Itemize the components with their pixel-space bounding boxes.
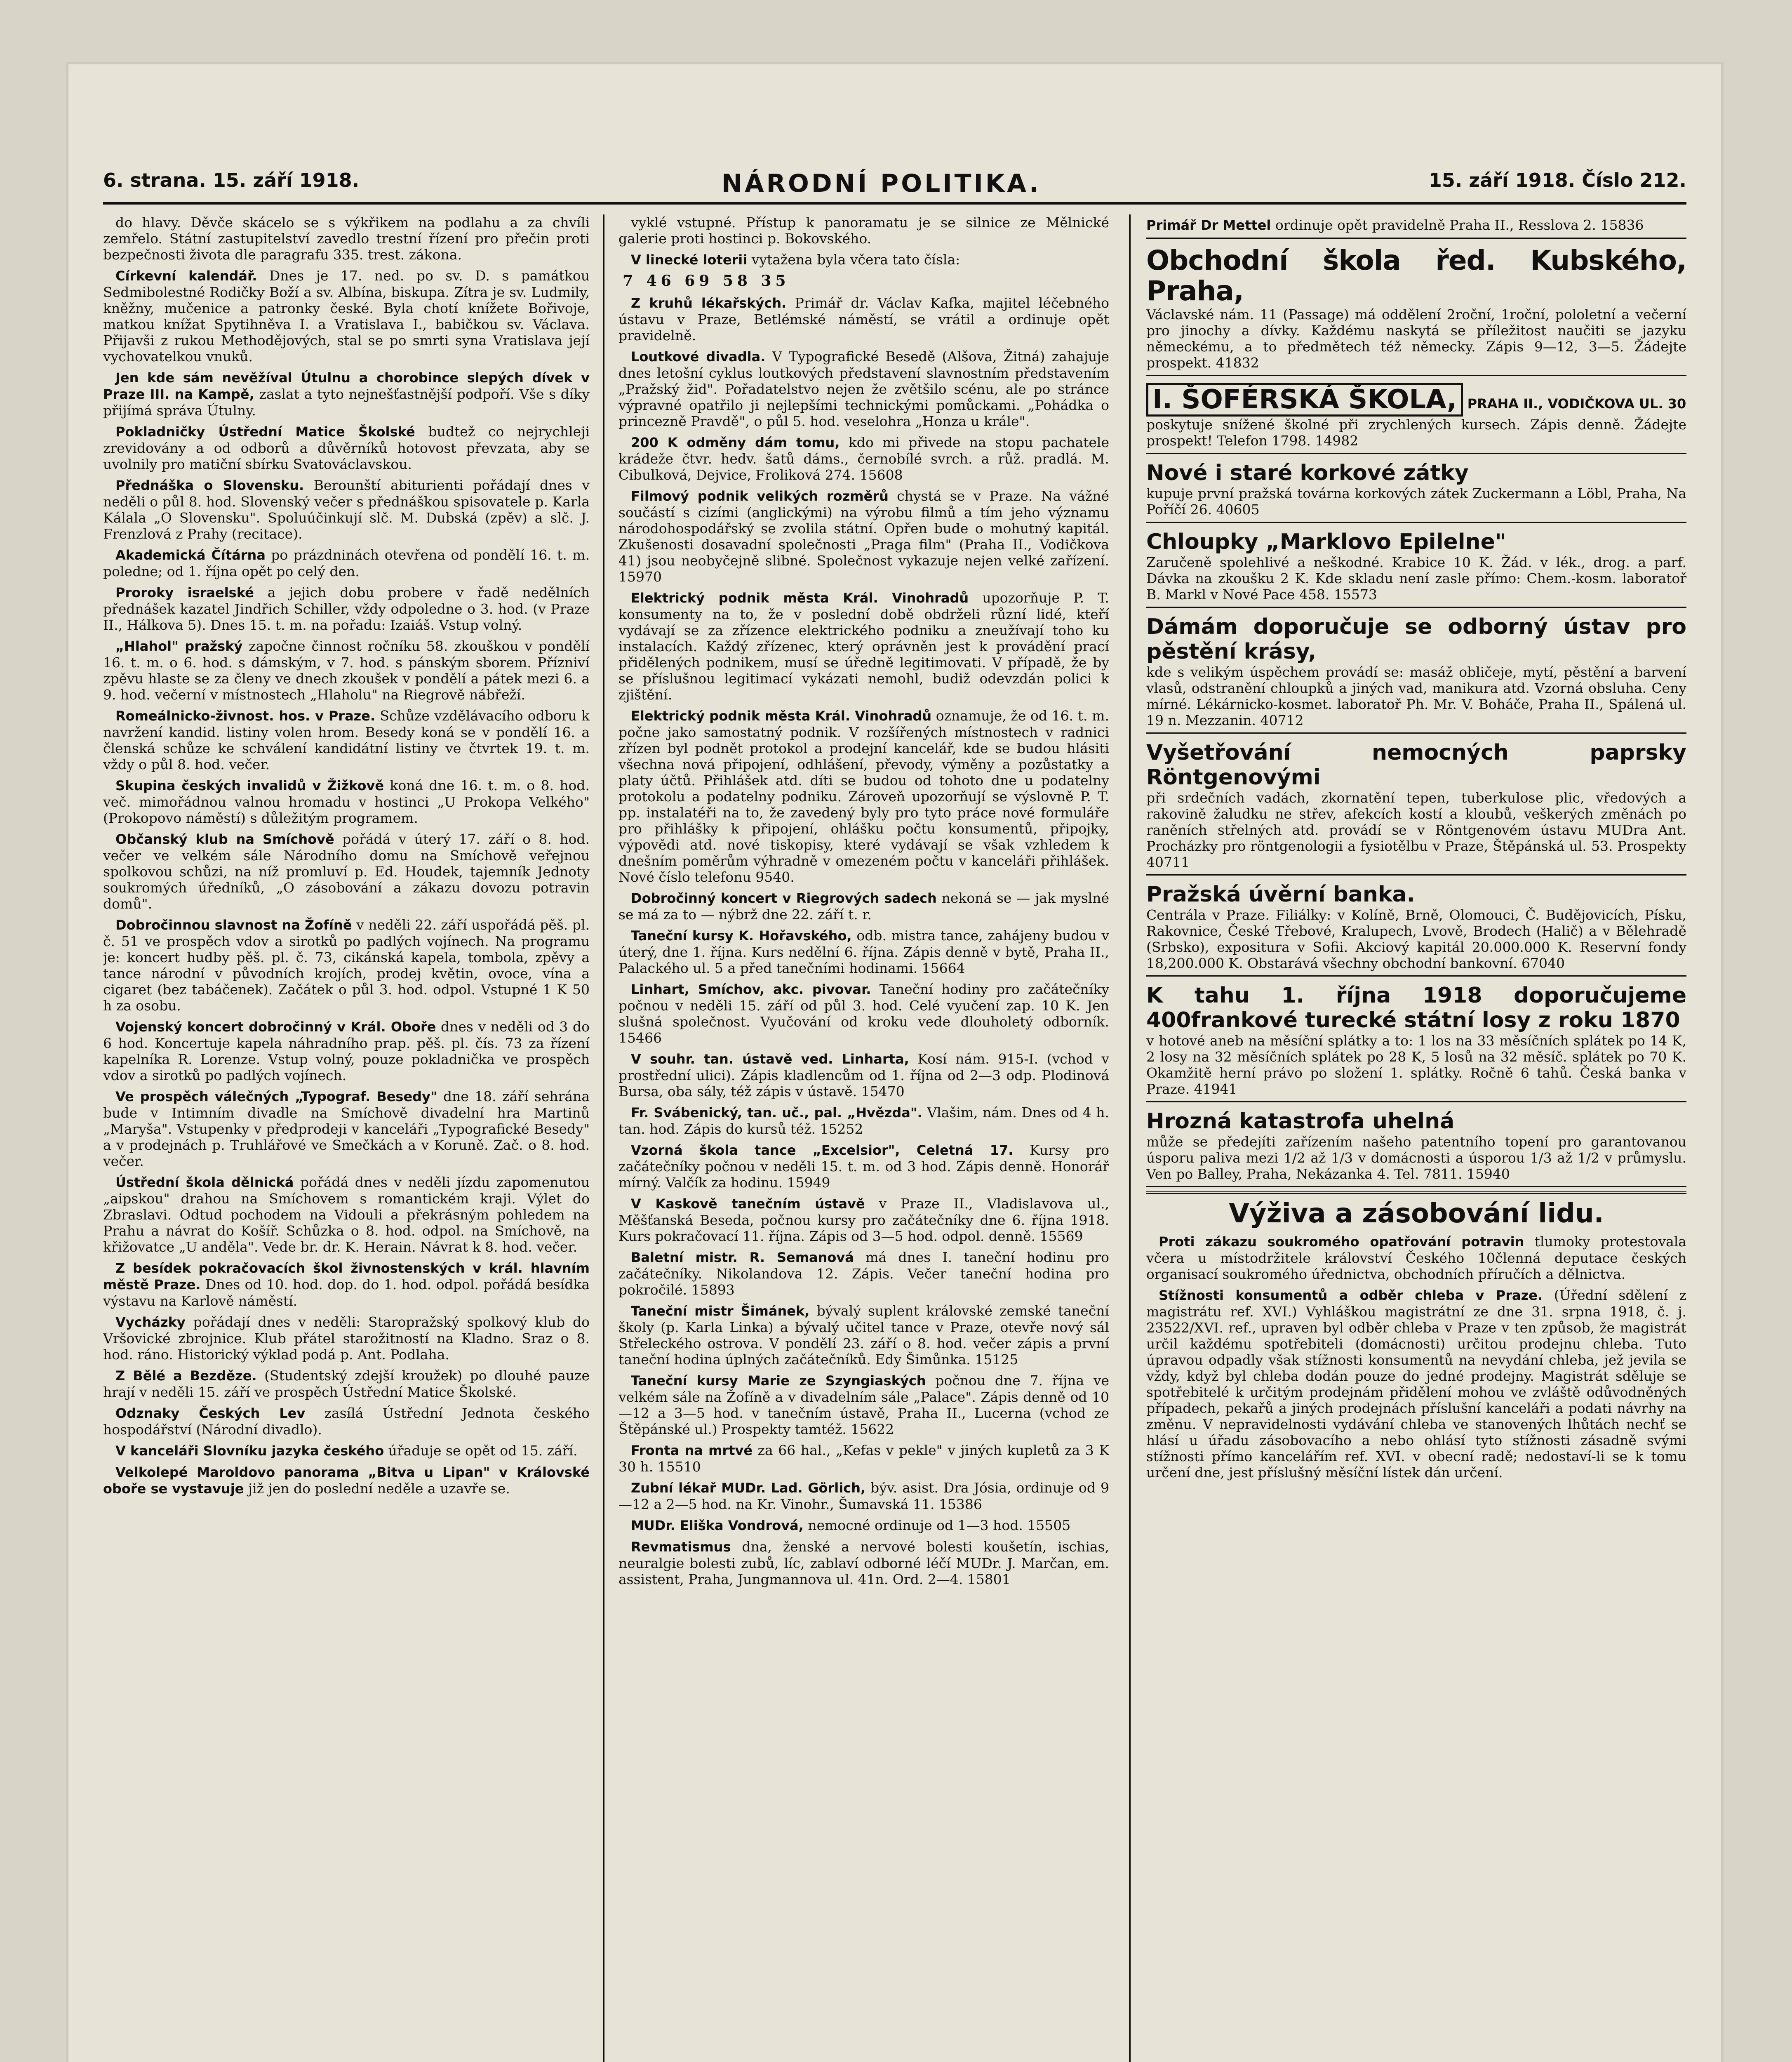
ad-korkove-zatky (1146, 458, 1686, 523)
article-kw: Odznaky Českých Lev (115, 1405, 306, 1421)
article-item (618, 981, 1109, 1046)
article-text: úřaduje se opět od 15. září. (388, 1443, 578, 1459)
article-kw: Proti zákazu soukromého opatřování potravin (1159, 1234, 1524, 1250)
ad-uverni-banka (1146, 880, 1686, 977)
article-item (618, 488, 1109, 585)
article-kw: Občanský klub na Smíchově (115, 831, 334, 847)
article-text: v Praze II., Vladislavova ul., Měšťanská Beseda, počnou kursy pro začátečníky dne 6. října 1918. Kurs pokračovací 11. října. Zápis od 3—5 hod. odpol. denně. 15569 (618, 1196, 1109, 1244)
article-text: býv. asist. Dra Jósia, ordinuje od 9—12 a 2—5 hod. na Kr. Vinohr., Šumavská 11. 15386 (618, 1480, 1109, 1512)
article-kw: MUDr. Eliška Vondrová, (631, 1518, 804, 1533)
column-middle (618, 214, 1109, 2062)
article-kw: V kanceláři Slovníku jazyka českého (115, 1443, 384, 1459)
article-item (103, 584, 590, 633)
header-date-left: 6. strana. 15. září 1918. (103, 169, 360, 191)
article-text: (Úřední sdělení z magistrátu ref. XVI.) Vyhláškou magistrátní ze dne 31. srpna 1918, č. j. 23522/XVI. ref., upraven byl odběr chleba v Praze v ten způsob, že magistrát určil každému spotřebiteli (domácnosti) určitou prodejnu chleba. Tuto úpravou odpadly však stížnosti konsumentů na nevydání chleba, jež jevila se vždy, když byl chleba dodán pouze do jedné prodejny. Magistrát sděluje se spotřebitelé k určitým prodejnám přidělení mohou ve zvláště odůvodněných případech, pekařů a jiných prodejnách příslušní kanceláři a podati návrhy na změnu. V nepravidelnosti vydávání chleba ve stanovených lhůtách nechť se hlásí u úřadu zásobovacího a nebo ohlásí tyto stížnosti zásadně svými stížnosti přímo kancelářím ref. XVI. v obecní radě; nedostaví-li se k tomu určení dne, jest příslušný měsíční lístek dán určení. (1146, 1287, 1686, 1481)
article-item (618, 1480, 1109, 1512)
ad-rontgen (1146, 738, 1686, 876)
article-item (103, 370, 590, 419)
article-kw: Pokladničky Ústřední Matice Školské (115, 424, 415, 440)
ad-text: ordinuje opět pravidelně Praha II., Resslova 2. 15836 (1275, 217, 1644, 233)
article-item (103, 1019, 590, 1083)
article-item (103, 917, 590, 1014)
article-item (618, 708, 1109, 885)
article-text: kdo mi přivede na stopu pachatele krádeže čtvr. hedv. šatů dáms., černobílé svrch. a růž. pradlá. M. Cibulková, Dejvice, Froliková 274. 15608 (618, 434, 1109, 483)
column-left (103, 214, 590, 2062)
article-text: Kosí nám. 915-I. (vchod v prostřední ulici). Zápis kladlencům od 1. října od 2—3 odp. Plodinová Bursa, oba sály, též zápis v ústavě. 15470 (618, 1051, 1109, 1099)
article-item (103, 1464, 590, 1497)
article-kw: Dobročinný koncert v Riegrových sadech (631, 890, 937, 906)
article-kw: Zubní lékař MUDr. Lad. Görlich, (631, 1480, 866, 1496)
article-text: koná dne 16. t. m. o 8. hod. več. mimořádnou valnou hromadu v hostinci „U Prokopa Velkého" (Prokopovo náměstí) s důležitým programem. (103, 777, 590, 826)
article-kw: Baletní mistr. R. Semanová (631, 1250, 854, 1265)
article-kw: Skupina českých invalidů v Žižkově (115, 778, 384, 793)
article-text: Vlašim, nám. Dnes od 4 h. tan. hod. Zápis do kursů též. 15252 (618, 1104, 1109, 1137)
article-text: bývalý suplent královské zemské taneční školy (p. Karla Linka) a bývalý učitel tance v Praze, otevře nový sál Střeleckého ostrova. V pondělí 23. září o 8. hod. večer zápis a první taneční hodina úplných začátečníků. Edy Šimůnka. 15125 (618, 1303, 1109, 1368)
article-item (618, 1442, 1109, 1475)
ad-subtitle: PRAHA II., VODIČKOVA UL. 30 (1467, 396, 1686, 412)
column-right (1146, 214, 1686, 2062)
ad-katastrofa-uhelna (1146, 1106, 1686, 1187)
ad-soferska-skola (1146, 380, 1686, 454)
article-text: nekoná se — jak myslné se má za to — nýbrž dne 22. září t. r. (618, 890, 1109, 923)
article-kw: Romeálnicko-živnost. hos. v Praze. (115, 708, 376, 724)
article-kw: Z Bělé a Bezděze. (115, 1368, 257, 1384)
article-text: Dnes je 17. ned. po sv. D. s památkou Sedmibolestné Rodičky Boží a sv. Albína, biskupa. Zítra je sv. Ludmily, kněžny, mučenice a patronky české. Byla chotí knížete Bořivoje, matkou knížat Spytihněva I. a Vratislava I., babičkou sv. Václava. Přijavši z rukou Methodějových, stal se po smrti syna Vratislava její vychovatelkou vnuků. (103, 268, 590, 365)
article-text: nemocné ordinuje od 1—3 hod. 15505 (808, 1517, 1071, 1533)
column-divider-2 (1129, 214, 1131, 2062)
article-item (103, 1314, 590, 1363)
article-item (618, 1539, 1109, 1587)
ad-title: Dámám doporučuje se odborný ústav pro pěstění krásy, (1146, 614, 1686, 664)
article-kw: V souhr. tan. ústavě ved. Linharta, (631, 1051, 909, 1067)
header-date-right: 15. září 1918. Číslo 212. (1428, 169, 1686, 191)
article-kw: Taneční mistr Šimánek, (631, 1303, 810, 1319)
article-text: budtež co nejrychleji zrevidovány a od odborů a důvěrníků hotovost převzata, aby se uvolnily pro matiční sbírku Svatováclavskou. (103, 424, 590, 472)
article-kw: Jen kde sám nevěžíval Útulnu a chorobince slepých dívek v Praze III. na Kampě, (103, 370, 590, 402)
ad-title: I. ŠOFÉRSKÁ ŠKOLA, (1146, 383, 1463, 417)
ad-title: Hrozná katastrofa uhelná (1146, 1109, 1455, 1134)
article-text: pořádají dnes v neděli: Staropražský spolkový klub do Vršovické zbrojnice. Klub přátel starožitností na Kladno. Sraz o 8. hod. ráno. Historický výklad podá p. Ant. Podlaha. (103, 1314, 590, 1363)
ad-text: při srdečních vadách, zkornatění tepen, tuberkulose plic, vředových a rakovině žaludku ne střev, afekcích kostí a kloubů, veškerých změnách po raněních střelných atd. provádí se v Röntgenovém ústavu MUDra Ant. Procházky pro röntgenologii a fysiotělbu v Praze, Štěpánská ul. 53. Prospekty 40711 (1146, 790, 1686, 870)
ad-primar-mettel (1146, 214, 1686, 239)
article-text: po prázdninách otevřena od pondělí 16. t. m. poledne; od 1. října opět po celý den. (103, 547, 590, 579)
article-item (618, 1372, 1109, 1437)
article-kw: V linecké loterii (631, 252, 748, 268)
ad-text: Zaručeně spolehlivé a neškodné. Krabice 10 K. Žád. v lék., drog. a parf. Dávka na zkoušku 2 K. Kde skladu není zasle přímo: Chem.-kosm. laboratoř B. Markl v Nové Pace 458. 15573 (1146, 554, 1686, 603)
article-kw: Dobročinnou slavnost na Žofíně (115, 917, 352, 933)
ad-text: poskytuje snížené školné při zrychlených kursech. Zápis denně. Žádejte prospekt! Telefon 1798. 14982 (1146, 417, 1686, 449)
article-kw: Ústřední škola dělnická (115, 1175, 294, 1190)
article-text: za 66 hal., „Kefas v pekle" v jiných kupletů za 3 K 30 h. 15510 (618, 1442, 1109, 1475)
ad-title: Obchodní škola řed. Kubského, Praha, (1146, 245, 1686, 307)
article-item (103, 831, 590, 912)
article-text: Berounští abiturienti pořádají dnes v neděli o půl 8. hod. Slovenský večer s přednáškou spisovatele p. Karla Kálala „O Slovensku". Spoluúčinkují slč. M. Dubská (zpěv) a slč. J. Frenzlová z Prahy (recitace). (103, 477, 590, 542)
article-text: Kursy pro začátečníky počnou v neděli 15. t. m. od 3 hod. Zápis denně. Honorář mírný. Valčík za hodinu. 15949 (618, 1142, 1109, 1191)
article-kw: Elektrický podnik města Král. Vinohradů (631, 708, 932, 724)
article-text: v neděli 22. září uspořádá pěš. pl. č. 51 ve prospěch vdov a sirotků po padlých vojínech. Na programu je: koncert hudby pěš. pl. č. 73, cikánská kapela, tombola, zpěvy a tance národní v původních krojích, prodej květin, ovoce, vína a cigaret (bez tabáčenek). Začátek o půl 3. hod. odpol. Vstupné 1 K 50 h za osobu. (103, 917, 590, 1014)
article-kw: V Kaskově tanečním ústavě (631, 1196, 865, 1212)
article-text: Taneční hodiny pro začátečníky počnou v neděli 15. září od půl 3. hod. Celé vyučení zap. 10 K. Jen slušná společnost. Vyučování od kroku vede dlouholetý odborník. 15466 (618, 981, 1109, 1046)
article-item (618, 295, 1109, 344)
article-kw: Akademická Čítárna (115, 547, 266, 563)
article-item (103, 708, 590, 772)
masthead-title: NÁRODNÍ POLITIKA. (722, 169, 1041, 198)
article-kw: Vojenský koncert dobročinný v Král. Oboře (115, 1019, 436, 1035)
article-item (103, 1174, 590, 1255)
article-text: dne 18. září sehrána bude v Intimním divadle na Smíchově divadelní hra Martinů „Maryša". Vstupenky v předprodeji v kanceláři „Typografické Besedy" a v prodejnách p. Truhlářové ve Smečkách a v Koruně. Zač. o 8. hod. večer. (103, 1088, 590, 1169)
article-item (103, 1368, 590, 1400)
article-text: pořádá v úterý 17. září o 8. hod. večer ve velkém sále Národního domu na Smíchově veřejnou spolkovou schůzi, na níž promluví p. Ed. Houdek, tajemník Jednoty soukromých úředníků, „O zásobování a zákazu dovozu potravin domů". (103, 831, 590, 912)
ad-title: Chloupky „Marklovo Epilelne" (1146, 530, 1506, 554)
article-kw: Taneční kursy Marie ze Szyngiaských (631, 1373, 926, 1389)
article-text: zasílá Ústřední Jednota českého hospodářství (Národní divadlo). (103, 1405, 590, 1438)
article-text: zaslat a tyto nejnešťastnější podpoří. Vše s díky přijímá správa Útulny. (103, 386, 590, 419)
article-item (103, 1260, 590, 1309)
article-item (618, 590, 1109, 703)
article-item (618, 252, 1109, 268)
article-text: má dnes I. taneční hodinu pro začátečníky. Nikolandova 12. Zápis. Večer taneční hodina pro pokročilé. 15893 (618, 1249, 1109, 1298)
article-kw: Loutkové divadla. (631, 349, 766, 365)
article-item (618, 1249, 1109, 1298)
article-item (618, 1104, 1109, 1137)
article-zakaz-opatrovani (1146, 1233, 1686, 1282)
article-kw: Filmový podnik velikých rozměrů (631, 488, 889, 504)
ad-kw: Primář Dr Mettel (1146, 217, 1271, 233)
article-text: a jejich dobu probere v řadě nedělních přednášek kazatel Jindřich Schiller, vždy odpoledne o 3. hod. (v Praze II., Hálkova 5). Dnes 15. t. m. na pořadu: Izaiáš. Vstup volný. (103, 584, 590, 633)
article-item (618, 927, 1109, 976)
article-item (618, 1051, 1109, 1099)
article-item (103, 477, 590, 542)
article-item (618, 348, 1109, 429)
article-kw: 200 K odměny dám tomu, (631, 435, 840, 450)
ad-text: Václavské nám. 11 (Passage) má oddělení 2roční, 1roční, pololetní a večerní pro jinochy a dívky. Každému naskytá se příležitost naučiti se jazyku německému, a to předmětech též německy. Zápis 9—12, 3—5. Žádejte prospekt. 41832 (1146, 306, 1686, 371)
article-odber-chleba (1146, 1287, 1686, 1481)
article-kw: Vycházky (115, 1314, 186, 1330)
article-text: do hlavy. Děvče skácelo se s výkřikem na podlahu a za chvíli zemřelo. Státní zastupitelství zavedlo trestní řízení pro přečin proti bezpečnosti života dle paragrafu 335. trest. zákona. (103, 214, 590, 263)
article-item (103, 214, 590, 263)
article-item (103, 1405, 590, 1438)
article-text: (Studentský zdejší kroužek) po dlouhé pauze hrají v neděli 15. září ve prospěch Ústřední Matice Školské. (103, 1368, 590, 1400)
article-text: počnou dne 7. října ve velkém sále na Žofíně a v divadelním sále „Palace". Zápis denně od 10—12 a 3—5 hod. v tanečním ústavě, Praha II., Lucerna (vchod ze Štěpánské ul.) Prospekty tamtéž. 15622 (618, 1372, 1109, 1437)
article-item (618, 214, 1109, 247)
article-text: již jen do poslední neděle a uzavře se. (248, 1481, 510, 1497)
article-kw: Církevní kalendář. (115, 268, 257, 284)
article-text: Schůze vzdělávacího odboru k navržení kandid. listiny volen hrom. Besedy koná se v pondělí 16. a členská schůze ke schválení kandidátní listiny ve čtvrtek 19. t. m. vždy o půl 8. hod. večer. (103, 708, 590, 772)
article-text: pořádá dnes v neděli jízdu zapomenutou „aipskou" drahou na Smíchovem s romantickém kraji. Výlet do Zbraslavi. Odtud pochodem na Vidouli a překrásným pohledem na Prahu a návrat do Košíř. Schůzka o 8. hod. odpol. na Smíchově, na křižovatce „U anděla". Vede br. dr. K. Herain. Návrat k 8. hod. večer. (103, 1174, 590, 1255)
article-item (618, 434, 1109, 483)
article-item (618, 1196, 1109, 1244)
article-text: Dnes od 10. hod. dop. do 1. hod. odpol. pořádá besídka výstavu na Karlově náměstí. (103, 1276, 590, 1309)
ad-text: Centrála v Praze. Filiálky: v Kolíně, Brně, Olomouci, Č. Budějovicích, Písku, Rakovnice, České Třebové, Kralupech, Lvově, Brodech (Halič) a v Bělehradě (Srbsko), expositura v Sofii. Akciový kapitál 20.000.000 K. Reservní fondy 18,200.000 K. Obstarává všechny obchodní bankovní. 67040 (1146, 907, 1686, 971)
article-kw: „Hlahol" pražský (115, 638, 243, 654)
article-item (618, 1142, 1109, 1191)
article-text: dnes v neděli od 3 do 6 hod. Koncertuje kapela náhradního prap. pěš. pl. čís. 73 za řízení kapelníka R. Lorenze. Vstup volný, pouze pokladnička ve prospěch vdov a sirotků po padlých vojínech. (103, 1019, 590, 1083)
ad-epilelne (1146, 527, 1686, 608)
lottery-numbers: 7 46 69 58 35 (623, 272, 790, 290)
article-kw: Proroky israelské (115, 585, 254, 600)
article-text: odb. mistra tance, zahájeny budou v úterý, dne 1. října. Kurs nedělní 6. října. Zápis denně v bytě, Praha II., Palackého ul. 5 a před tanečními hodinami. 15664 (618, 927, 1109, 976)
article-text: chystá se v Praze. Na vážné součástí s cizími (anglickými) na výrobu filmů a tím jeho významu národohospodářský se zvolila státní. Opřen bude o mohutný kapitál. Zkušenosti dosavadní společnosti „Praga film" (Praha II., Vodičkova 41) jsou neobyčejně slibné. Společnost vykazuje nejen velké zařízení. 15970 (618, 488, 1109, 585)
ad-obchodni-skola (1146, 243, 1686, 376)
newspaper-page (66, 62, 1724, 2062)
article-kw: Stížnosti konsumentů a odběr chleba v Praze. (1159, 1288, 1543, 1303)
article-text: V Typografické Besedě (Alšova, Žitná) zahajuje dnes letošní cyklus loutkových představení slavnostním představením „Pražský žid". Pořadatelstvo nejen že zvětšilo scénu, ale po stránce výpravné opatřilo ji nejlepšími technickými pomůckami. „Pohádka o princezně Pravdě", o půl 5. hod. veselohra „Honza u krále". (618, 348, 1109, 429)
ad-title: Pražská úvěrní banka. (1146, 882, 1415, 907)
article-kw: Přednáška o Slovensku. (115, 478, 304, 493)
article-kw: Linhart, Smíchov, akc. pivovar. (631, 982, 871, 997)
article-item (103, 638, 590, 703)
article-text: upozorňuje P. T. konsumenty na to, že v poslední době obdrželi různí lidé, kteří vydávají se za zřízence elektrického podniku a zneužívají toho ku instalacích. Každý zřízenec, který oprávněn jest k provádění prací přidělených podnikem, musí se úředně legitimovati. V případě, že by se příslušnou legitimací vykázati nemohl, budiž odevzdán polici k zjištění. (618, 590, 1109, 703)
article-kw: Elektrický podnik města Král. Vinohradů (631, 590, 969, 606)
page-header (103, 165, 1686, 205)
section-title-vyziva: Výživa a zásobování lidu. (1146, 1191, 1686, 1229)
article-kw: Taneční kursy K. Hořavského, (631, 928, 852, 944)
ad-title: Vyšetřování nemocných paprsky Röntgenovými (1146, 740, 1686, 790)
article-item (103, 547, 590, 579)
article-kw: Fronta na mrtvé (631, 1443, 753, 1458)
article-item (618, 1517, 1109, 1534)
article-kw: Z kruhů lékařských. (631, 295, 787, 311)
article-kw: Revmatismus (631, 1539, 731, 1555)
article-kw: Vzorná škola tance „Excelsior", Celetná 17. (631, 1142, 1014, 1158)
article-text: tlumoky protestovala včera u místodržitele království Českého 10členná deputace českých organisací soukromého úřednictva, obchodních příručích a dělnictva. (1146, 1233, 1686, 1282)
article-text: Primář dr. Václav Kafka, majitel léčebného ústavu v Praze, Betlémské náměstí, se vrátil a ordinuje opět pravidelně. (618, 295, 1109, 344)
article-kw: Z besídek pokračovacích škol živnostenských v král. hlavním městě Praze. (103, 1260, 590, 1292)
ad-text: v hotové aneb na měsíční splátky a to: 1 los na 33 měsíčních splátek po 14 K, 2 losy na 32 měsíčních splátek po 28 K, 5 losů na 32 měsíč. splátek po 70 K. Okamžitě herní právo po složení 1. splátky. Ročně 6 tahů. Česká banka v Praze. 41941 (1146, 1033, 1686, 1097)
article-text: oznamuje, že od 16. t. m. počne jako samostatný podnik. V rozšířených místnostech v radnici zřízen byl podnět protokol a prodejní kancelář, kde se budou hlásiti všechna nová připojení, odhlášení, převody, výměny a pozůstatky a platy účtů. Přihlášek atd. díti se budou od tohoto dne u podatelny protokolu a podatelny podniku. Zároveň upozorňují se výslovně P. T. pp. instalatéři na to, že zavedený byly pro tyto práce nové formuláře pro přihlášky k připojení, ohlášku počtu konsumentů, připojky, výpovědi atd. nové tiskopisy, které vydávají se však vzhledem k dnešním poměrům výhradně v omezeném počtu v kanceláři přihlášek. Nové číslo telefonu 9540. (618, 708, 1109, 885)
ad-text: může se předejíti zařízením našeho patentního topení pro garantovanou úsporu paliva mezi 1/2 až 1/3 v domácnosti a úsporou 1/3 až 1/2 v průmyslu. Ven po Balley, Praha, Nekázanka 4. Tel. 7811. 15940 (1146, 1134, 1686, 1182)
ad-text: kde s velikým úspěchem provádí se: masáž obličeje, mytí, pěstění a barvení vlasů, odstranění chloupků a jiných vad, manikura atd. Vzorná obsluha. Ceny mírné. Lékárnicko-kosmet. laboratoř Ph. Mr. V. Boháče, Praha II., Spálená ul. 19 n. Mezzanin. 40712 (1146, 664, 1686, 728)
article-item (618, 1303, 1109, 1368)
article-item (103, 777, 590, 826)
ad-turecke-losy (1146, 981, 1686, 1102)
ad-pesteni-krasy (1146, 612, 1686, 734)
article-item (103, 424, 590, 472)
article-text: vyklé vstupné. Přístup k panoramatu je se silnice ze Mělnické galerie proti hostinci p. Bokovského. (618, 214, 1109, 247)
ad-text: kupuje první pražská továrna korkových zátek Zuckermann a Löbl, Praha, Na Poříčí 26. 40605 (1146, 485, 1686, 518)
article-kw: Fr. Svábenický, tan. uč., pal. „Hvězda". (631, 1105, 922, 1120)
column-divider-1 (603, 214, 604, 2062)
article-text: započne činnost ročníku 58. zkouškou v pondělí 16. t. m. o 6. hod. s dámským, v 7. hod. s pánským sborem. Přízniví zpěvu hlaste se za členy ve dnech zkoušek v pondělí a pátek mezi 6. a 9. hod. večerní v místnostech „Hlaholu" na Riegrově nábřeží. (103, 638, 590, 703)
article-item (618, 890, 1109, 923)
ad-title: K tahu 1. října 1918 doporučujeme 400frankové turecké státní losy z roku 1870 (1146, 983, 1686, 1033)
article-item (103, 1443, 590, 1459)
article-text: dna, ženské a nervové bolesti koušetín, ischias, neuralgie bolesti zubů, líc, zablaví odborné léčí MUDr. J. Marčan, em. assistent, Praha, Jungmannova ul. 41n. Ord. 2—4. 15801 (618, 1539, 1109, 1587)
article-kw: Velkolepé Maroldovo panorama „Bitva u Lipan" v Královské oboře se vystavuje (103, 1464, 590, 1497)
article-item (103, 1088, 590, 1169)
article-item (103, 268, 590, 365)
ad-title: Nové i staré korkové zátky (1146, 461, 1469, 485)
article-text: vytažena byla včera tato čísla: (751, 252, 960, 268)
article-kw: Ve prospěch válečných „Typograf. Besedy" (115, 1089, 437, 1104)
